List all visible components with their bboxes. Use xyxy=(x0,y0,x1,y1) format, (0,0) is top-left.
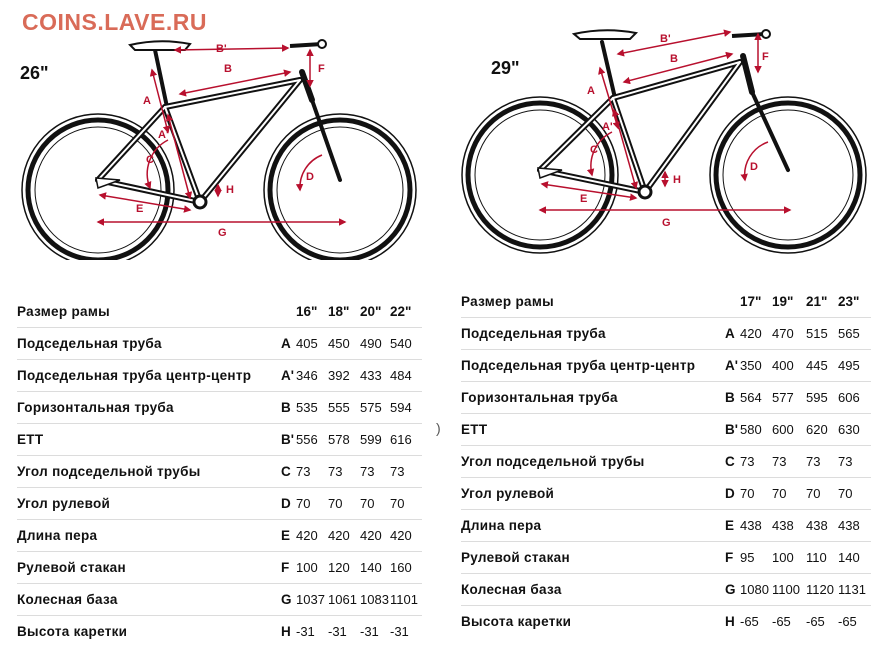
cell: 1120 xyxy=(806,574,838,606)
stray-mark: ) xyxy=(436,420,441,436)
cell: 400 xyxy=(772,350,806,382)
cell: 120 xyxy=(328,552,360,584)
cell: 95 xyxy=(740,542,772,574)
row-code: H xyxy=(725,606,740,638)
table-row xyxy=(17,456,422,488)
cell: 535 xyxy=(296,392,328,424)
cell: 70 xyxy=(328,488,360,520)
row-name: Подседельная труба xyxy=(461,318,725,350)
table-row xyxy=(17,520,422,552)
cell: 438 xyxy=(740,510,772,542)
front-wheel xyxy=(710,97,866,253)
cell: 100 xyxy=(296,552,328,584)
dim-label-a: A xyxy=(143,95,151,107)
size-header: 20" xyxy=(360,304,382,319)
row-code: B' xyxy=(725,414,740,446)
table-row xyxy=(461,414,871,446)
cell: 100 xyxy=(772,542,806,574)
cell: 420 xyxy=(328,520,360,552)
table-row xyxy=(461,478,871,510)
row-code: A' xyxy=(725,350,740,382)
row-code: B xyxy=(725,382,740,414)
row-code: F xyxy=(725,542,740,574)
cell: 540 xyxy=(390,328,422,360)
handlebar xyxy=(762,30,770,38)
table-row xyxy=(461,542,871,574)
row-code: E xyxy=(281,520,296,552)
dim-label-a: A xyxy=(587,85,595,97)
cell: 630 xyxy=(838,414,871,446)
row-name: Угол рулевой xyxy=(461,478,725,510)
cell: 575 xyxy=(360,392,390,424)
cell: 433 xyxy=(360,360,390,392)
stem xyxy=(732,34,766,36)
row-name: Рулевой стакан xyxy=(461,542,725,574)
cell: 392 xyxy=(328,360,360,392)
frame-size-label: Размер рамы xyxy=(461,294,554,309)
table-row xyxy=(17,392,422,424)
table-row xyxy=(17,488,422,520)
cell: 484 xyxy=(390,360,422,392)
row-code: E xyxy=(725,510,740,542)
dim-label-b: B xyxy=(670,53,678,65)
size-header: 19" xyxy=(772,294,794,309)
cell: 140 xyxy=(838,542,871,574)
dim-label-d: D xyxy=(306,171,314,183)
cell: 420 xyxy=(390,520,422,552)
cell: 470 xyxy=(772,318,806,350)
cell: 420 xyxy=(296,520,328,552)
row-code: D xyxy=(725,478,740,510)
bike-geometry-diagram-29 xyxy=(440,20,880,265)
cell: 438 xyxy=(806,510,838,542)
cell: 564 xyxy=(740,382,772,414)
row-code: A' xyxy=(281,360,296,392)
cell: 445 xyxy=(806,350,838,382)
cell: -65 xyxy=(740,606,772,638)
row-name: ETT xyxy=(461,414,725,446)
row-name: Угол подседельной трубы xyxy=(17,456,281,488)
dim-label-b-prime: B' xyxy=(216,43,227,55)
cell: 1061 xyxy=(328,584,360,616)
wheel-size-26-label: 26" xyxy=(20,63,49,83)
row-name: Угол подседельной трубы xyxy=(461,446,725,478)
cell: 346 xyxy=(296,360,328,392)
cell: 73 xyxy=(296,456,328,488)
wheel-size-29-label: 29" xyxy=(491,58,520,78)
cell: 515 xyxy=(806,318,838,350)
bottom-bracket xyxy=(639,186,651,198)
cell: 73 xyxy=(328,456,360,488)
dim-label-f: F xyxy=(762,51,769,63)
row-name: Высота каретки xyxy=(461,606,725,638)
table-row xyxy=(461,510,871,542)
row-name: Высота каретки xyxy=(17,616,281,648)
cell: 160 xyxy=(390,552,422,584)
cell: 350 xyxy=(740,350,772,382)
cell: 70 xyxy=(740,478,772,510)
cell: 577 xyxy=(772,382,806,414)
table-row xyxy=(461,446,871,478)
dim-label-h: H xyxy=(226,184,234,196)
saddle xyxy=(574,30,636,39)
cell: 73 xyxy=(360,456,390,488)
cell: 490 xyxy=(360,328,390,360)
cell: 110 xyxy=(806,542,838,574)
dim-label-g: G xyxy=(662,217,671,229)
cell: 556 xyxy=(296,424,328,456)
row-name: Колесная база xyxy=(461,574,725,606)
row-name: Подседельная труба центр-центр xyxy=(17,360,281,392)
dim-label-e: E xyxy=(580,193,588,205)
cell: 450 xyxy=(328,328,360,360)
row-code: H xyxy=(281,616,296,648)
cell: 70 xyxy=(360,488,390,520)
dim-label-d: D xyxy=(750,161,758,173)
cell: 73 xyxy=(838,446,871,478)
cell: 1037 xyxy=(296,584,328,616)
table-header-row xyxy=(17,296,422,328)
row-code: A xyxy=(725,318,740,350)
dim-label-a-prime: A' xyxy=(602,121,613,133)
cell: 595 xyxy=(806,382,838,414)
row-name: Колесная база xyxy=(17,584,281,616)
row-code: C xyxy=(281,456,296,488)
cell: -65 xyxy=(772,606,806,638)
cell: 594 xyxy=(390,392,422,424)
cell: 70 xyxy=(390,488,422,520)
cell: 1131 xyxy=(838,574,871,606)
row-code: B' xyxy=(281,424,296,456)
cell: -65 xyxy=(838,606,871,638)
row-name: Длина пера xyxy=(461,510,725,542)
cell: 620 xyxy=(806,414,838,446)
cell: 1100 xyxy=(772,574,806,606)
cell: 580 xyxy=(740,414,772,446)
cell: 70 xyxy=(806,478,838,510)
cell: 420 xyxy=(360,520,390,552)
table-row xyxy=(461,382,871,414)
size-header: 23" xyxy=(838,294,860,309)
row-code: G xyxy=(281,584,296,616)
cell: 70 xyxy=(772,478,806,510)
cell: 1101 xyxy=(390,584,422,616)
row-name: Длина пера xyxy=(17,520,281,552)
row-name: Подседельная труба xyxy=(17,328,281,360)
cell: 1083 xyxy=(360,584,390,616)
cell: -31 xyxy=(296,616,328,648)
row-code: C xyxy=(725,446,740,478)
table-row xyxy=(17,616,422,648)
row-name: Горизонтальная труба xyxy=(17,392,281,424)
dim-label-c: C xyxy=(590,144,598,156)
cell: 599 xyxy=(360,424,390,456)
row-name: Рулевой стакан xyxy=(17,552,281,584)
row-code: D xyxy=(281,488,296,520)
cell: -31 xyxy=(390,616,422,648)
cell: 70 xyxy=(838,478,871,510)
size-header: 16" xyxy=(296,304,318,319)
site-watermark: COINS.LAVE.RU xyxy=(22,9,207,35)
dim-label-b: B xyxy=(224,63,232,75)
cell: 565 xyxy=(838,318,871,350)
table-row xyxy=(17,584,422,616)
saddle xyxy=(130,41,190,50)
bottom-bracket xyxy=(194,196,206,208)
handlebar xyxy=(318,40,326,48)
row-name: Горизонтальная труба xyxy=(461,382,725,414)
front-wheel xyxy=(264,114,416,260)
cell: 606 xyxy=(838,382,871,414)
size-header: 18" xyxy=(328,304,350,319)
cell: 1080 xyxy=(740,574,772,606)
row-code: B xyxy=(281,392,296,424)
table-row xyxy=(17,360,422,392)
row-name: ETT xyxy=(17,424,281,456)
table-header-row xyxy=(461,286,871,318)
cell: 600 xyxy=(772,414,806,446)
row-code: F xyxy=(281,552,296,584)
cell: 140 xyxy=(360,552,390,584)
frame-size-label: Размер рамы xyxy=(17,304,110,319)
row-name: Подседельная труба центр-центр xyxy=(461,350,725,382)
cell: -31 xyxy=(328,616,360,648)
size-header: 17" xyxy=(740,294,762,309)
dim-label-c: C xyxy=(146,154,154,166)
dim-label-h: H xyxy=(673,174,681,186)
cell: -65 xyxy=(806,606,838,638)
size-header: 22" xyxy=(390,304,412,319)
cell: -31 xyxy=(360,616,390,648)
dim-label-f: F xyxy=(318,63,325,75)
cell: 70 xyxy=(296,488,328,520)
dim-label-b-prime: B' xyxy=(660,33,671,45)
table-row xyxy=(461,350,871,382)
cell: 420 xyxy=(740,318,772,350)
cell: 73 xyxy=(806,446,838,478)
row-code: A xyxy=(281,328,296,360)
size-header: 21" xyxy=(806,294,828,309)
geometry-table-26 xyxy=(17,296,422,647)
geometry-table-29 xyxy=(461,286,871,637)
cell: 405 xyxy=(296,328,328,360)
table-row xyxy=(17,424,422,456)
dim-label-a-prime: A' xyxy=(158,129,169,141)
table-row xyxy=(461,574,871,606)
cell: 555 xyxy=(328,392,360,424)
table-row xyxy=(17,552,422,584)
cell: 438 xyxy=(838,510,871,542)
dim-label-e: E xyxy=(136,203,144,215)
dim-label-g: G xyxy=(218,227,227,239)
cell: 73 xyxy=(390,456,422,488)
cell: 578 xyxy=(328,424,360,456)
cell: 73 xyxy=(740,446,772,478)
row-code: G xyxy=(725,574,740,606)
cell: 495 xyxy=(838,350,871,382)
table-row xyxy=(17,328,422,360)
cell: 438 xyxy=(772,510,806,542)
cell: 616 xyxy=(390,424,422,456)
table-row xyxy=(461,606,871,638)
bike-geometry-diagram-26 xyxy=(0,30,440,260)
cell: 73 xyxy=(772,446,806,478)
row-name: Угол рулевой xyxy=(17,488,281,520)
table-row xyxy=(461,318,871,350)
